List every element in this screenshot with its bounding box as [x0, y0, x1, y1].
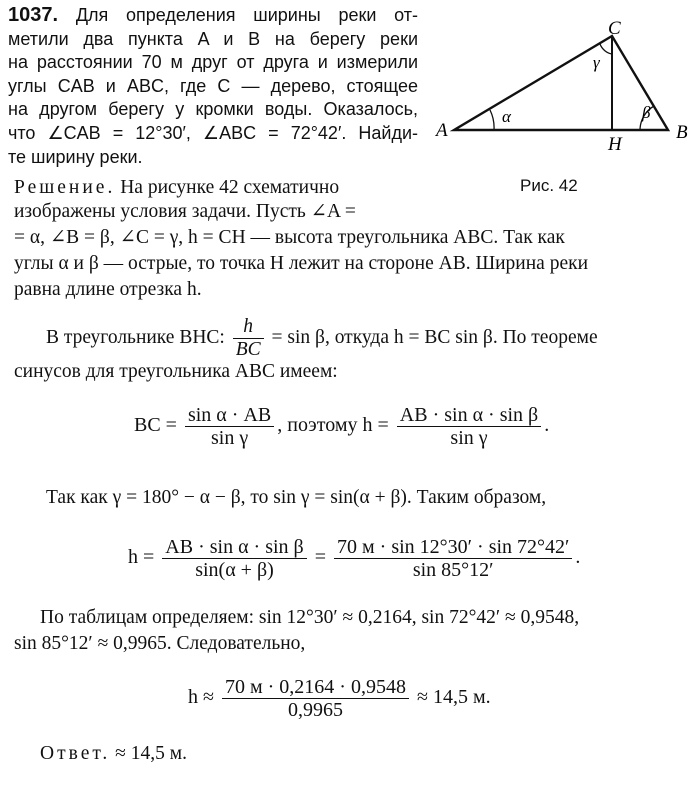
problem-line-3: на расстоянии 70 м друг от друга и измерили: [8, 52, 418, 73]
label-h: H: [608, 134, 622, 155]
label-beta: β: [642, 103, 651, 122]
solution-line-1: Решение. На рисунке 42 схематично: [14, 177, 340, 198]
figure-caption: Рис. 42: [520, 176, 578, 195]
triangle-figure: [432, 14, 700, 194]
label-b: B: [676, 122, 688, 143]
problem-line-4: углы CAB и ABC, где C — дерево, стоящее: [8, 75, 418, 96]
triangle-abc: [454, 36, 668, 130]
formula-h: h = $\frac{\text{AB · sin α · sin β}}{\sin(\alpha + \beta)}$ = $\frac{70 м \cdot \sin 12^\circ 30' \cdot \sin 72^\circ 42'}{\sin 85^\circ 12'}$ .: [128, 536, 581, 581]
solution-line-3: = α, ∠B = β, ∠C = γ, h = CH — высота треугольника ABC. Так как: [14, 227, 565, 248]
problem-number: 1037.: [8, 4, 59, 26]
fraction-h-over-bc: $\frac{h}{BC}$: [233, 316, 264, 361]
formula-bc: BC = $\frac{\text{sin α · AB}}{\text{sin γ}}$ , поэтому h = $\frac{\text{AB · sin α · sin β}}{\text{sin γ}}$ .: [134, 404, 550, 449]
problem-line-5: на другом берегу у кромки воды. Оказалось,: [8, 99, 418, 120]
label-alpha: α: [502, 107, 511, 126]
solution-line-10: sin 85°12′ ≈ 0,9965. Следовательно,: [14, 633, 306, 654]
label-a: A: [436, 120, 448, 141]
formula-result: h ≈ $\frac{70 м \cdot 0,2164 \cdot 0,9548}{0,9965}$ ≈ 14,5 м.: [188, 676, 491, 721]
problem-statement: [8, 4, 418, 169]
solution-bhc-line: В треугольнике BHC: $\frac{h}{BC}$ = sin β, откуда h = BC sin β. По теореме: [46, 316, 598, 360]
triangle-diagram: [432, 14, 700, 174]
solution-line-5: равна длине отрезка h.: [14, 279, 202, 300]
angle-alpha-arc: [490, 110, 494, 130]
solution-line-7: синусов для треугольника ABC имеем:: [14, 361, 338, 382]
answer-label: Ответ.: [40, 743, 111, 764]
angle-gamma-arc: [600, 44, 612, 54]
answer-line: [40, 742, 187, 766]
problem-line-2: метили два пункта A и B на берегу реки: [8, 28, 418, 49]
answer-value: ≈ 14,5 м.: [115, 743, 187, 764]
solution-line-4: углы α и β — острые, то точка H лежит на стороне AB. Ширина реки: [14, 253, 589, 274]
solution-heading: Решение.: [14, 177, 116, 198]
solution-line-9: По таблицам определяем: sin 12°30′ ≈ 0,2164, sin 72°42′ ≈ 0,9548,: [40, 607, 580, 628]
problem-line-1: 1037. Для определения ширины реки от-: [8, 4, 418, 26]
problem-line-7: те ширину реки.: [8, 146, 143, 167]
solution-line-2: изображены условия задачи. Пусть ∠A =: [14, 201, 356, 222]
solution-line-8: Так как γ = 180° − α − β, то sin γ = sin(α + β). Таким образом,: [46, 487, 547, 508]
problem-line-6: что ∠CAB = 12°30′, ∠ABC = 72°42′. Найди-: [8, 122, 418, 143]
label-gamma: γ: [593, 53, 600, 72]
label-c: C: [608, 18, 621, 39]
